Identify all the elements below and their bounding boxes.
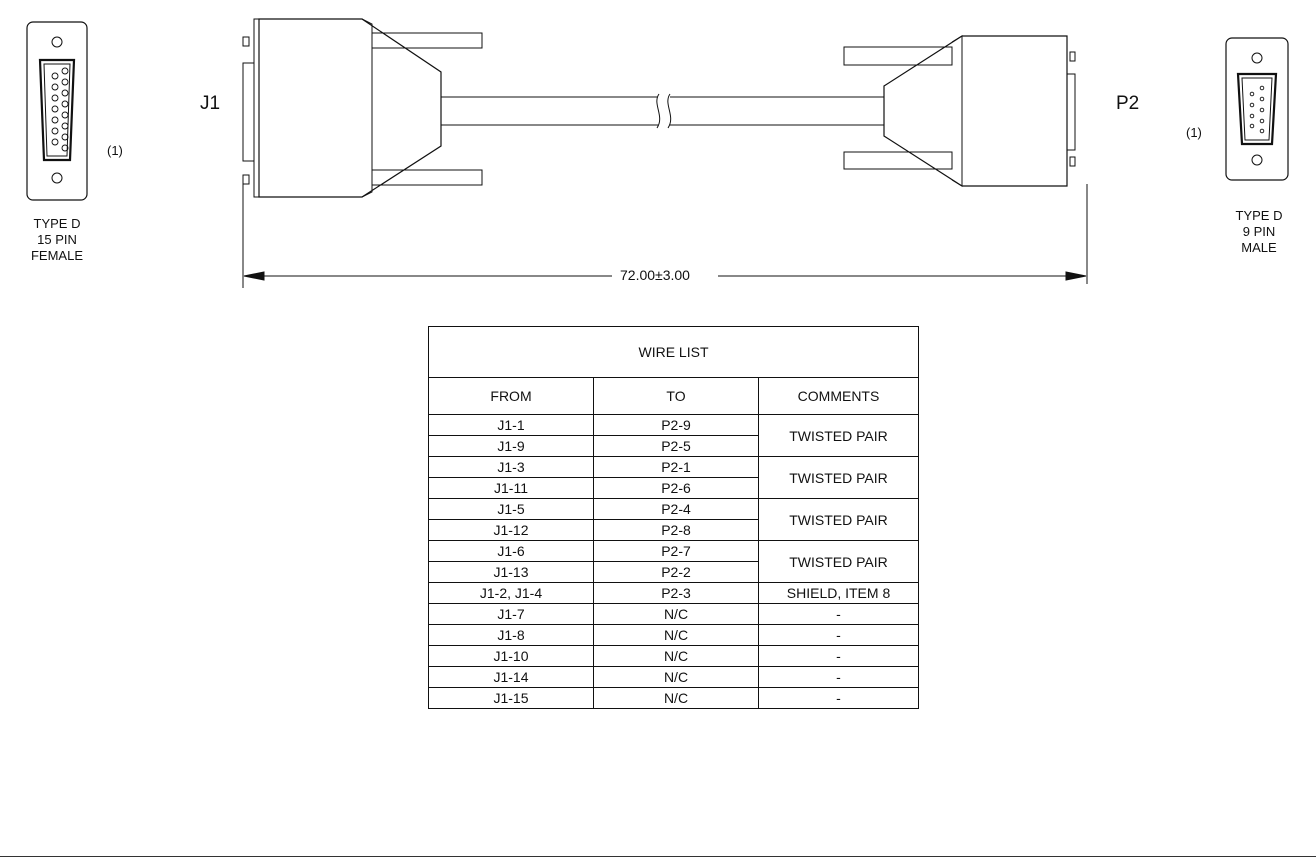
bottom-border-line	[0, 856, 1316, 857]
cell-comment: TWISTED PAIR	[759, 541, 919, 583]
p2-face-view	[1226, 38, 1288, 180]
wire-list-title: WIRE LIST	[429, 327, 919, 378]
cell-to: P2-4	[594, 499, 759, 520]
cell-comment: TWISTED PAIR	[759, 457, 919, 499]
table-row	[429, 604, 919, 625]
cell-to: P2-6	[594, 478, 759, 499]
cell-to: P2-3	[594, 583, 759, 604]
cell-to: P2-5	[594, 436, 759, 457]
p2-note: (1)	[1186, 125, 1202, 140]
length-dimension-text: 72.00±3.00	[620, 267, 690, 283]
cell-to: N/C	[594, 604, 759, 625]
header-to: TO	[594, 378, 759, 415]
cell-to: N/C	[594, 667, 759, 688]
cell-to: P2-2	[594, 562, 759, 583]
cell-from: J1-15	[429, 688, 594, 709]
cell-comment: -	[759, 667, 919, 688]
cell-comment: -	[759, 604, 919, 625]
dimension-arrow-right	[1066, 272, 1086, 280]
j1-ref-label: J1	[200, 93, 221, 114]
dimension-arrow-left	[244, 272, 264, 280]
cell-from: J1-13	[429, 562, 594, 583]
j1-note: (1)	[107, 143, 123, 158]
cell-from: J1-8	[429, 625, 594, 646]
cell-from: J1-2, J1-4	[429, 583, 594, 604]
p2-pins	[1250, 86, 1264, 133]
cell-from: J1-7	[429, 604, 594, 625]
p2-ref-label: P2	[1116, 93, 1140, 114]
j1-type-line: TYPE D	[33, 216, 81, 231]
j1-face-view	[27, 22, 87, 200]
j1-pin-sockets	[52, 68, 68, 151]
p2-backshell	[844, 36, 1075, 186]
cell-to: N/C	[594, 625, 759, 646]
p2-gender: MALE	[1241, 240, 1277, 255]
cell-to: P2-1	[594, 457, 759, 478]
j1-type-label	[2, 216, 112, 264]
cell-comment: TWISTED PAIR	[759, 499, 919, 541]
cell-to: N/C	[594, 646, 759, 667]
cell-from: J1-3	[429, 457, 594, 478]
header-comments: COMMENTS	[759, 378, 919, 415]
cell-to: P2-9	[594, 415, 759, 436]
table-row	[429, 688, 919, 709]
cell-from: J1-11	[429, 478, 594, 499]
cell-to: P2-8	[594, 520, 759, 541]
cell-to: N/C	[594, 688, 759, 709]
wire-list-table	[428, 326, 919, 709]
j1-pin-count: 15 PIN	[37, 232, 77, 247]
p2-type-line: TYPE D	[1235, 208, 1283, 223]
cell-comment: -	[759, 625, 919, 646]
cell-comment: SHIELD, ITEM 8	[759, 583, 919, 604]
table-row	[429, 499, 919, 520]
cell-from: J1-1	[429, 415, 594, 436]
cell-from: J1-10	[429, 646, 594, 667]
table-row	[429, 667, 919, 688]
cell-from: J1-14	[429, 667, 594, 688]
cell-from: J1-12	[429, 520, 594, 541]
table-row	[429, 646, 919, 667]
p2-type-label	[1204, 208, 1314, 256]
table-row	[429, 583, 919, 604]
table-row	[429, 415, 919, 436]
j1-gender: FEMALE	[30, 248, 83, 263]
cell-from: J1-6	[429, 541, 594, 562]
table-row	[429, 625, 919, 646]
cell-comment: -	[759, 646, 919, 667]
cable	[441, 94, 884, 128]
cell-from: J1-9	[429, 436, 594, 457]
p2-pin-count: 9 PIN	[1242, 224, 1276, 239]
cell-comment: -	[759, 688, 919, 709]
table-row	[429, 541, 919, 562]
cell-comment: TWISTED PAIR	[759, 415, 919, 457]
j1-backshell	[243, 19, 482, 197]
header-from: FROM	[429, 378, 594, 415]
cell-from: J1-5	[429, 499, 594, 520]
table-row	[429, 457, 919, 478]
cell-to: P2-7	[594, 541, 759, 562]
